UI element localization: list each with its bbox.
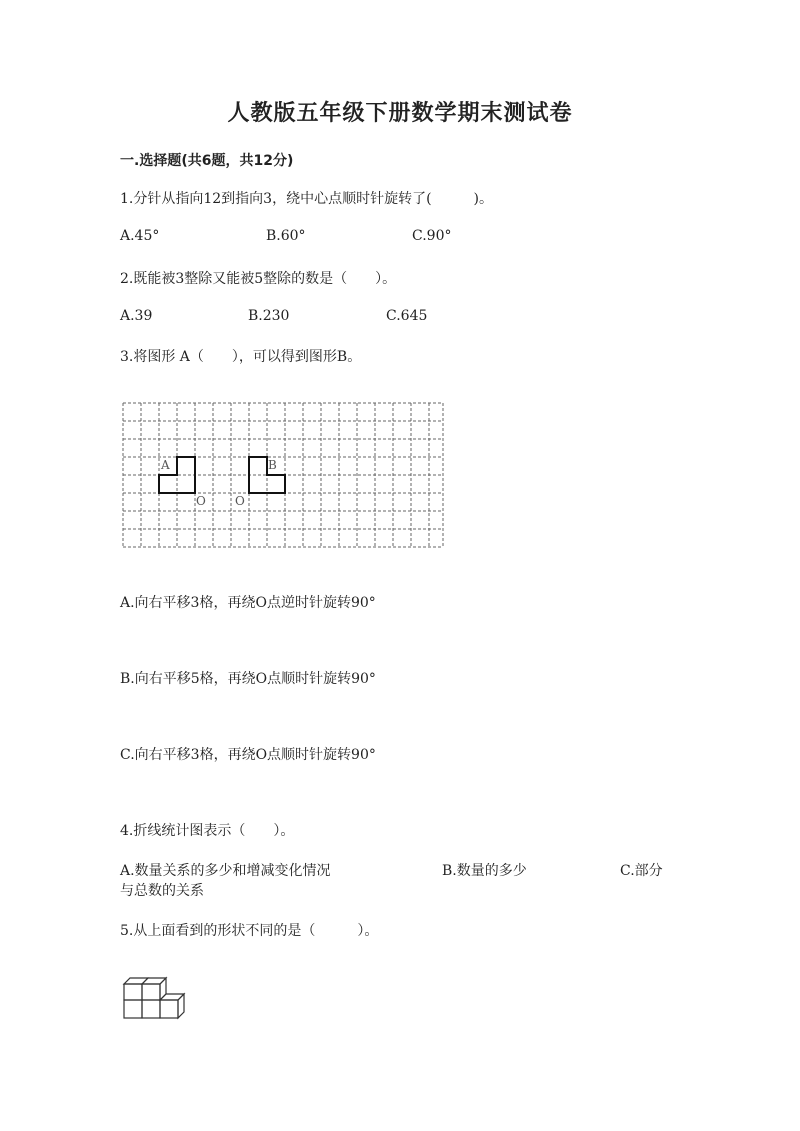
question-3-option-b: B.向右平移5格，再绕O点顺时针旋转90° — [120, 671, 376, 687]
question-1-stem: 1.分针从指向12到指向3，绕中心点顺时针旋转了( )。 — [120, 191, 494, 207]
question-1-option-c: C.90° — [412, 228, 452, 244]
question-4-option-b: B.数量的多少 — [442, 863, 527, 879]
question-3-stem: 3.将图形 A（ ），可以得到图形B。 — [120, 349, 362, 365]
question-4-option-c-continued: 与总数的关系 — [120, 883, 204, 899]
page-title: 人教版五年级下册数学期末测试卷 — [227, 101, 573, 126]
question-2-option-a: A.39 — [120, 308, 153, 324]
rotation-point-2: O — [235, 494, 245, 508]
question-3-option-a: A.向右平移3格，再绕O点逆时针旋转90° — [120, 595, 376, 611]
rotation-grid-figure — [118, 398, 448, 550]
rotation-point-1: O — [196, 494, 206, 508]
question-2-option-b: B.230 — [248, 308, 290, 324]
question-4-option-c: C.部分 — [620, 863, 663, 879]
question-4-stem: 4.折线统计图表示（ ）。 — [120, 823, 295, 839]
question-2-option-c: C.645 — [386, 308, 428, 324]
cube-stack-figure — [118, 970, 190, 1026]
section-heading: 一.选择题(共6题，共12分) — [120, 153, 294, 169]
question-1-option-b: B.60° — [266, 228, 306, 244]
shape-b-label: B — [268, 458, 277, 472]
shape-a-label: A — [161, 458, 170, 472]
question-4-option-a: A.数量关系的多少和增减变化情况 — [120, 863, 331, 879]
question-2-stem: 2.既能被3整除又能被5整除的数是（ ）。 — [120, 271, 397, 287]
question-3-option-c: C.向右平移3格，再绕O点顺时针旋转90° — [120, 747, 376, 763]
question-5-stem: 5.从上面看到的形状不同的是（ ）。 — [120, 923, 379, 939]
question-1-option-a: A.45° — [120, 228, 160, 244]
